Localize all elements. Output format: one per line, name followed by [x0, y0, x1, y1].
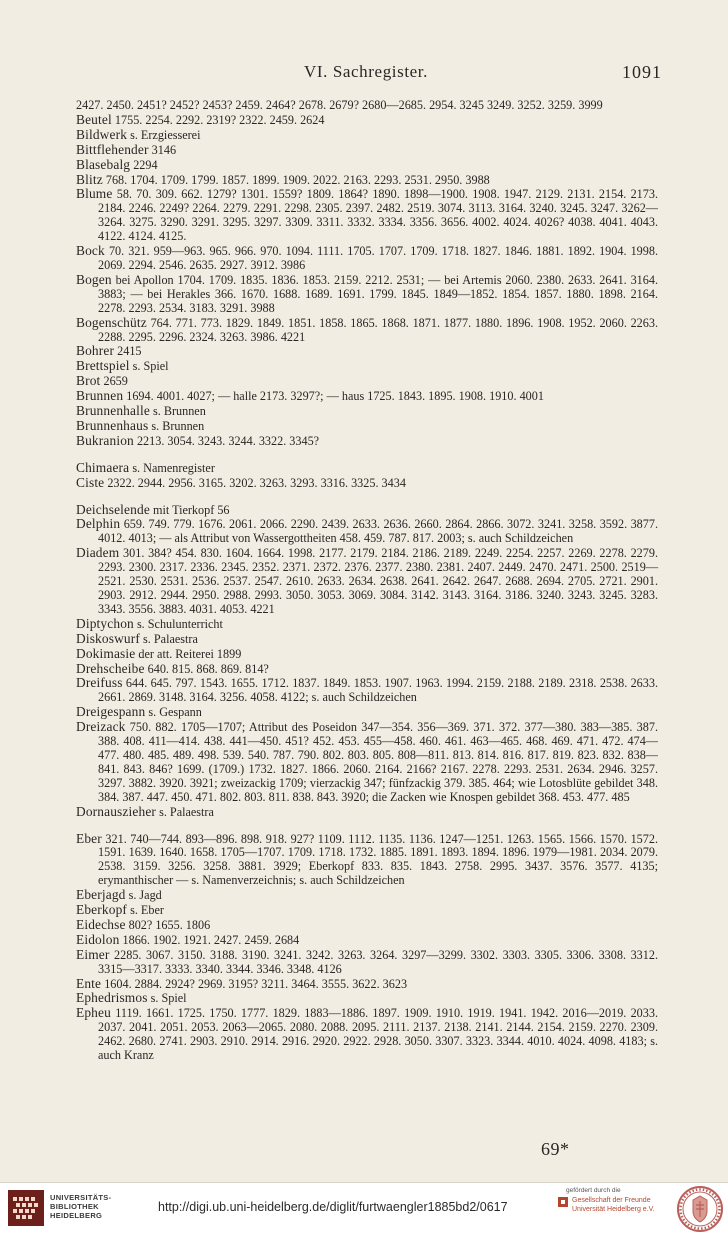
- index-entry: [76, 173, 658, 188]
- index-term: Brettspiel: [76, 358, 130, 374]
- index-references: s. Namenregister: [132, 460, 215, 475]
- index-term: Beutel: [76, 111, 112, 127]
- index-entry: [76, 143, 658, 158]
- index-entry: [76, 705, 658, 720]
- index-term: Bildwerk: [76, 126, 128, 142]
- index-references: 750. 882. 1705—1707; Attribut des Poseidon 347—354. 356—369. 371. 372. 377—380. 383—385. 387. 388. 408. 411—414. 438. 441—450. 451? 452. 453. 455—458. 460. 461. 463—465. 468. 469. 471. 472. 474—477. 480. 485. 489. 498. 539. 540. 787. 790. 802. 803. 805. 808—811. 813. 814. 816. 817. 819. 823. 832. 838—841. 843. 846? 1699. (1709.) 1732. 1827. 1866. 2060. 2164. 2166? 2167. 2278. 2293. 2531. 2634. 2946. 3257. 3297. 3882. 3920. 3921; zweizackig 1709; vierzackig 347; fünfzackig 379. 385. 464; wie Lotosblüte gebildet 348. 384. 387. 447. 450. 471. 802. 803. 811. 838. 843. 3920; die Zacken wie Knospen gebildet 368. 453. 477. 485: [98, 720, 658, 804]
- index-entry: [76, 918, 658, 933]
- index-term: Chimaera: [76, 459, 130, 475]
- index-entry: [76, 158, 658, 173]
- index-entry: [76, 344, 658, 359]
- index-entry: [76, 476, 658, 491]
- index-entry: [76, 933, 658, 948]
- index-entry: [76, 434, 658, 449]
- index-references: s. Gespann: [148, 705, 202, 720]
- index-term: Blasebalg: [76, 156, 131, 172]
- index-references: 301. 384? 454. 830. 1604. 1664. 1998. 2177. 2179. 2184. 2186. 2189. 2249. 2254. 2257. 2269. 2278. 2279. 2293. 2300. 2317. 2336. 2345. 2352. 2371. 2372. 2376. 2377. 2380. 2381. 2407. 2449. 2470. 2471. 2500. 2519—2521. 2530. 2531. 2536. 2537. 2547. 2610. 2633. 2634. 2638. 2641. 2642. 2647. 2688. 2694. 2705. 2721. 2901. 2903. 2912. 2944. 2950. 2988. 2993. 3050. 3053. 3069. 3084. 3142. 3143. 3164. 3186. 3240. 3243. 3245. 3283. 3343. 3556. 3883. 4031. 4053. 4221: [98, 546, 658, 616]
- index-references: 802? 1655. 1806: [128, 917, 211, 932]
- index-entry: [76, 316, 658, 345]
- index-term: Ephedrismos: [76, 990, 148, 1006]
- index-entry: [76, 1006, 658, 1063]
- index-term: Brot: [76, 373, 101, 389]
- index-entry: [76, 419, 658, 434]
- index-entry: [76, 113, 658, 128]
- index-entry: [76, 404, 658, 419]
- index-references: 644. 645. 797. 1543. 1655. 1712. 1837. 1849. 1853. 1907. 1963. 1994. 2159. 2188. 2189. 2318. 2538. 2633. 2661. 2869. 3148. 3164. 3256. 4058. 4122; s. auch Schildzeichen: [98, 676, 659, 705]
- index-entry: [76, 187, 658, 244]
- index-entry: [76, 99, 658, 113]
- index-term: Delphin: [76, 516, 121, 532]
- index-entry: [76, 662, 658, 677]
- index-entry: [76, 948, 658, 977]
- library-name: UNIVERSITÄTS- BIBLIOTHEK HEIDELBERG: [50, 1193, 112, 1220]
- index-references: mit Tierkopf 56: [152, 502, 230, 517]
- library-logo-icon: [8, 1190, 44, 1226]
- index-term: Bogenschütz: [76, 314, 147, 330]
- index-entry: [76, 903, 658, 918]
- index-references: s. Palaestra: [159, 804, 214, 819]
- index-term: Bohrer: [76, 343, 115, 359]
- index-entry: [76, 832, 658, 889]
- index-term: Dreifuss: [76, 675, 123, 691]
- index-entry: [76, 888, 658, 903]
- index-entry: [76, 389, 658, 404]
- index-term: Drehscheibe: [76, 660, 145, 676]
- index-term: Epheu: [76, 1005, 111, 1021]
- index-references: 659. 749. 779. 1676. 2061. 2066. 2290. 2439. 2633. 2636. 2660. 2864. 2866. 3072. 3241. 3258. 3592. 3877. 4012. 4013; — als Attribut von Wassergottheiten 458. 459. 787. 817. 2003; s. auch Schildzeichen: [98, 517, 659, 546]
- index-references: 1604. 2884. 2924? 2969. 3195? 3211. 3464. 3555. 3622. 3623: [104, 976, 408, 991]
- index-references: 1119. 1661. 1725. 1750. 1777. 1829. 1883—1886. 1897. 1909. 1910. 1919. 1941. 1942. 2016—2019. 2033. 2037. 2041. 2051. 2053. 2063—2065. 2080. 2088. 2095. 2111. 2137. 2138. 2141. 2144. 2154. 2159. 2270. 2309. 2462. 2680. 2741. 2903. 2910. 2914. 2916. 2920. 2922. 2928. 3050. 3307. 3323. 3344. 4010. 4024. 4098. 4183; s. auch Kranz: [98, 1006, 658, 1063]
- index-references: 2322. 2944. 2956. 3165. 3202. 3263. 3293. 3316. 3325. 3434: [107, 475, 406, 490]
- index-references: 2659: [103, 374, 128, 389]
- index-references: s. Eber: [130, 903, 164, 918]
- index-references: s. Schulunterricht: [136, 616, 223, 631]
- index-term: Ente: [76, 975, 102, 991]
- index-references: 58. 70. 309. 662. 1279? 1301. 1559? 1809. 1864? 1890. 1898—1900. 1908. 1947. 2129. 2131. 2154. 2173. 2184. 2246. 2249? 2264. 2279. 2291. 2298. 2305. 2397. 2482. 2519. 3074. 3113. 3164. 3240. 3245. 3247. 3262—3264. 3275. 3290. 3291. 3295. 3297. 3309. 3311. 3332. 3334. 3356. 3656. 4002. 4024. 4026? 4038. 4041. 4043. 4122. 4124. 4125.: [98, 187, 659, 244]
- index-entry: [76, 617, 658, 632]
- index-term: Bogen: [76, 271, 112, 287]
- index-term: Bock: [76, 243, 105, 259]
- index-term: Brunnenhaus: [76, 417, 149, 433]
- footer-bar: [0, 1182, 728, 1234]
- index-references: s. Spiel: [150, 991, 187, 1006]
- funder-name[interactable]: Gesellschaft der Freunde Universität Heidelberg e.V.: [572, 1197, 655, 1213]
- index-term: Diskoswurf: [76, 630, 140, 646]
- index-entry: [76, 374, 658, 389]
- index-term: Brunnen: [76, 388, 124, 404]
- index-references: 1694. 4001. 4027; — halle 2173. 3297?; — haus 1725. 1843. 1895. 1908. 1910. 4001: [126, 389, 544, 404]
- index-references: 2213. 3054. 3243. 3244. 3322. 3345?: [136, 433, 320, 448]
- index-references: 321. 740—744. 893—896. 898. 918. 927? 1109. 1112. 1135. 1136. 1247—1251. 1263. 1565. 1566. 1570. 1572. 1591. 1639. 1640. 1658. 1705—1707. 1709. 1718. 1732. 1885. 1891. 1893. 1894. 1896. 1979—1981. 2034. 2079. 2538. 3159. 3256. 3258. 3881. 3929; Eberkopf 833. 835. 1843. 2758. 2995. 3437. 3576. 3577. 4135; erymanthischer — s. Namenverzeichnis; s. auch Schildzeichen: [98, 831, 659, 888]
- section-gap: [76, 820, 658, 832]
- running-header: [0, 62, 728, 86]
- index-term: Eberkopf: [76, 902, 128, 918]
- signature-mark: 69*: [541, 1139, 570, 1159]
- index-term: Blitz: [76, 171, 103, 187]
- index-references: s. Brunnen: [151, 418, 205, 433]
- index-term: Bukranion: [76, 432, 134, 448]
- index-body: [76, 99, 658, 1063]
- university-seal-icon: [676, 1185, 724, 1233]
- funded-by-label: gefördert durch die: [566, 1187, 621, 1194]
- funder-logo-icon: [558, 1197, 568, 1207]
- index-term: Deichselende: [76, 501, 150, 517]
- index-term: Blume: [76, 186, 113, 202]
- index-term: Ciste: [76, 474, 105, 490]
- index-references: 2427. 2450. 2451? 2452? 2453? 2459. 2464? 2678. 2679? 2680—2685. 2954. 3245 3249. 3252. 3259. 3999: [76, 98, 603, 112]
- index-term: Eimer: [76, 946, 110, 962]
- index-term: Dreizack: [76, 719, 126, 735]
- index-term: Brunnenhalle: [76, 403, 150, 419]
- index-references: 2415: [117, 344, 142, 359]
- index-references: s. Spiel: [132, 359, 169, 374]
- index-entry: [76, 632, 658, 647]
- section-gap: [76, 449, 658, 461]
- permalink-url[interactable]: http://digi.ub.uni-heidelberg.de/diglit/furtwaengler1885bd2/0617: [158, 1200, 508, 1214]
- index-entry: [76, 805, 658, 820]
- index-references: 764. 771. 773. 1829. 1849. 1851. 1858. 1865. 1868. 1871. 1877. 1880. 1896. 1908. 1952. 2060. 2263. 2288. 2295. 2296. 2324. 3263. 3986. 4221: [98, 315, 659, 344]
- index-entry: [76, 273, 658, 316]
- index-entry: [76, 359, 658, 374]
- index-term: Dokimasie: [76, 645, 136, 661]
- index-entry: [76, 676, 658, 705]
- index-references: 70. 321. 959—963. 965. 966. 970. 1094. 1111. 1705. 1707. 1709. 1718. 1827. 1846. 1881. 1892. 1904. 1998. 2069. 2294. 2546. 2635. 2927. 3912. 3986: [98, 244, 658, 272]
- index-term: Eidechse: [76, 916, 126, 932]
- index-entry: [76, 647, 658, 662]
- index-term: Dornauszieher: [76, 803, 157, 819]
- index-entry: [76, 503, 658, 518]
- index-entry: [76, 128, 658, 143]
- index-references: s. Jagd: [128, 888, 162, 903]
- section-title: VI. Sachregister.: [304, 62, 428, 81]
- index-references: s. Palaestra: [143, 631, 198, 646]
- index-entry: [76, 720, 658, 804]
- index-references: 1755. 2254. 2292. 2319? 2322. 2459. 2624: [114, 112, 325, 127]
- index-references: 2285. 3067. 3150. 3188. 3190. 3241. 3242. 3263. 3264. 3297—3299. 3302. 3303. 3305. 3306. 3308. 3312. 3315—3317. 3333. 3340. 3344. 3346. 3348. 4126: [98, 947, 659, 976]
- index-term: Diadem: [76, 545, 120, 561]
- index-term: Eberjagd: [76, 887, 126, 903]
- index-term: Eidolon: [76, 931, 120, 947]
- index-entry: [76, 244, 658, 273]
- index-term: Eber: [76, 830, 102, 846]
- index-references: s. Brunnen: [153, 404, 206, 419]
- index-term: Bittflehender: [76, 141, 149, 157]
- index-term: Diptychon: [76, 615, 134, 631]
- section-gap: [76, 491, 658, 503]
- index-references: bei Apollon 1704. 1709. 1835. 1836. 1853. 2159. 2212. 2531; — bei Artemis 2060. 2380. 2633. 2641. 3164. 3883; — bei Herakles 366. 1670. 1688. 1689. 1691. 1799. 1845. 1849—1852. 1854. 1857. 1880. 1898. 2164. 2278. 2293. 2534. 3183. 3291. 3988: [98, 272, 659, 315]
- index-entry: [76, 517, 658, 546]
- index-references: 1866. 1902. 1921. 2427. 2459. 2684: [122, 932, 300, 947]
- index-references: 640. 815. 868. 869. 814?: [147, 661, 269, 676]
- index-references: der att. Reiterei 1899: [138, 646, 242, 661]
- index-references: 3146: [151, 142, 177, 157]
- index-entry: [76, 546, 658, 617]
- index-references: 2294: [133, 157, 158, 172]
- page-number: 1091: [622, 62, 662, 82]
- index-entry: [76, 977, 658, 992]
- index-references: 768. 1704. 1709. 1799. 1857. 1899. 1909. 2022. 2163. 2293. 2531. 2950. 3988: [105, 172, 490, 187]
- index-entry: [76, 991, 658, 1006]
- index-references: s. Erzgiesserei: [130, 127, 201, 142]
- index-entry: [76, 461, 658, 476]
- index-term: Dreigespann: [76, 704, 146, 720]
